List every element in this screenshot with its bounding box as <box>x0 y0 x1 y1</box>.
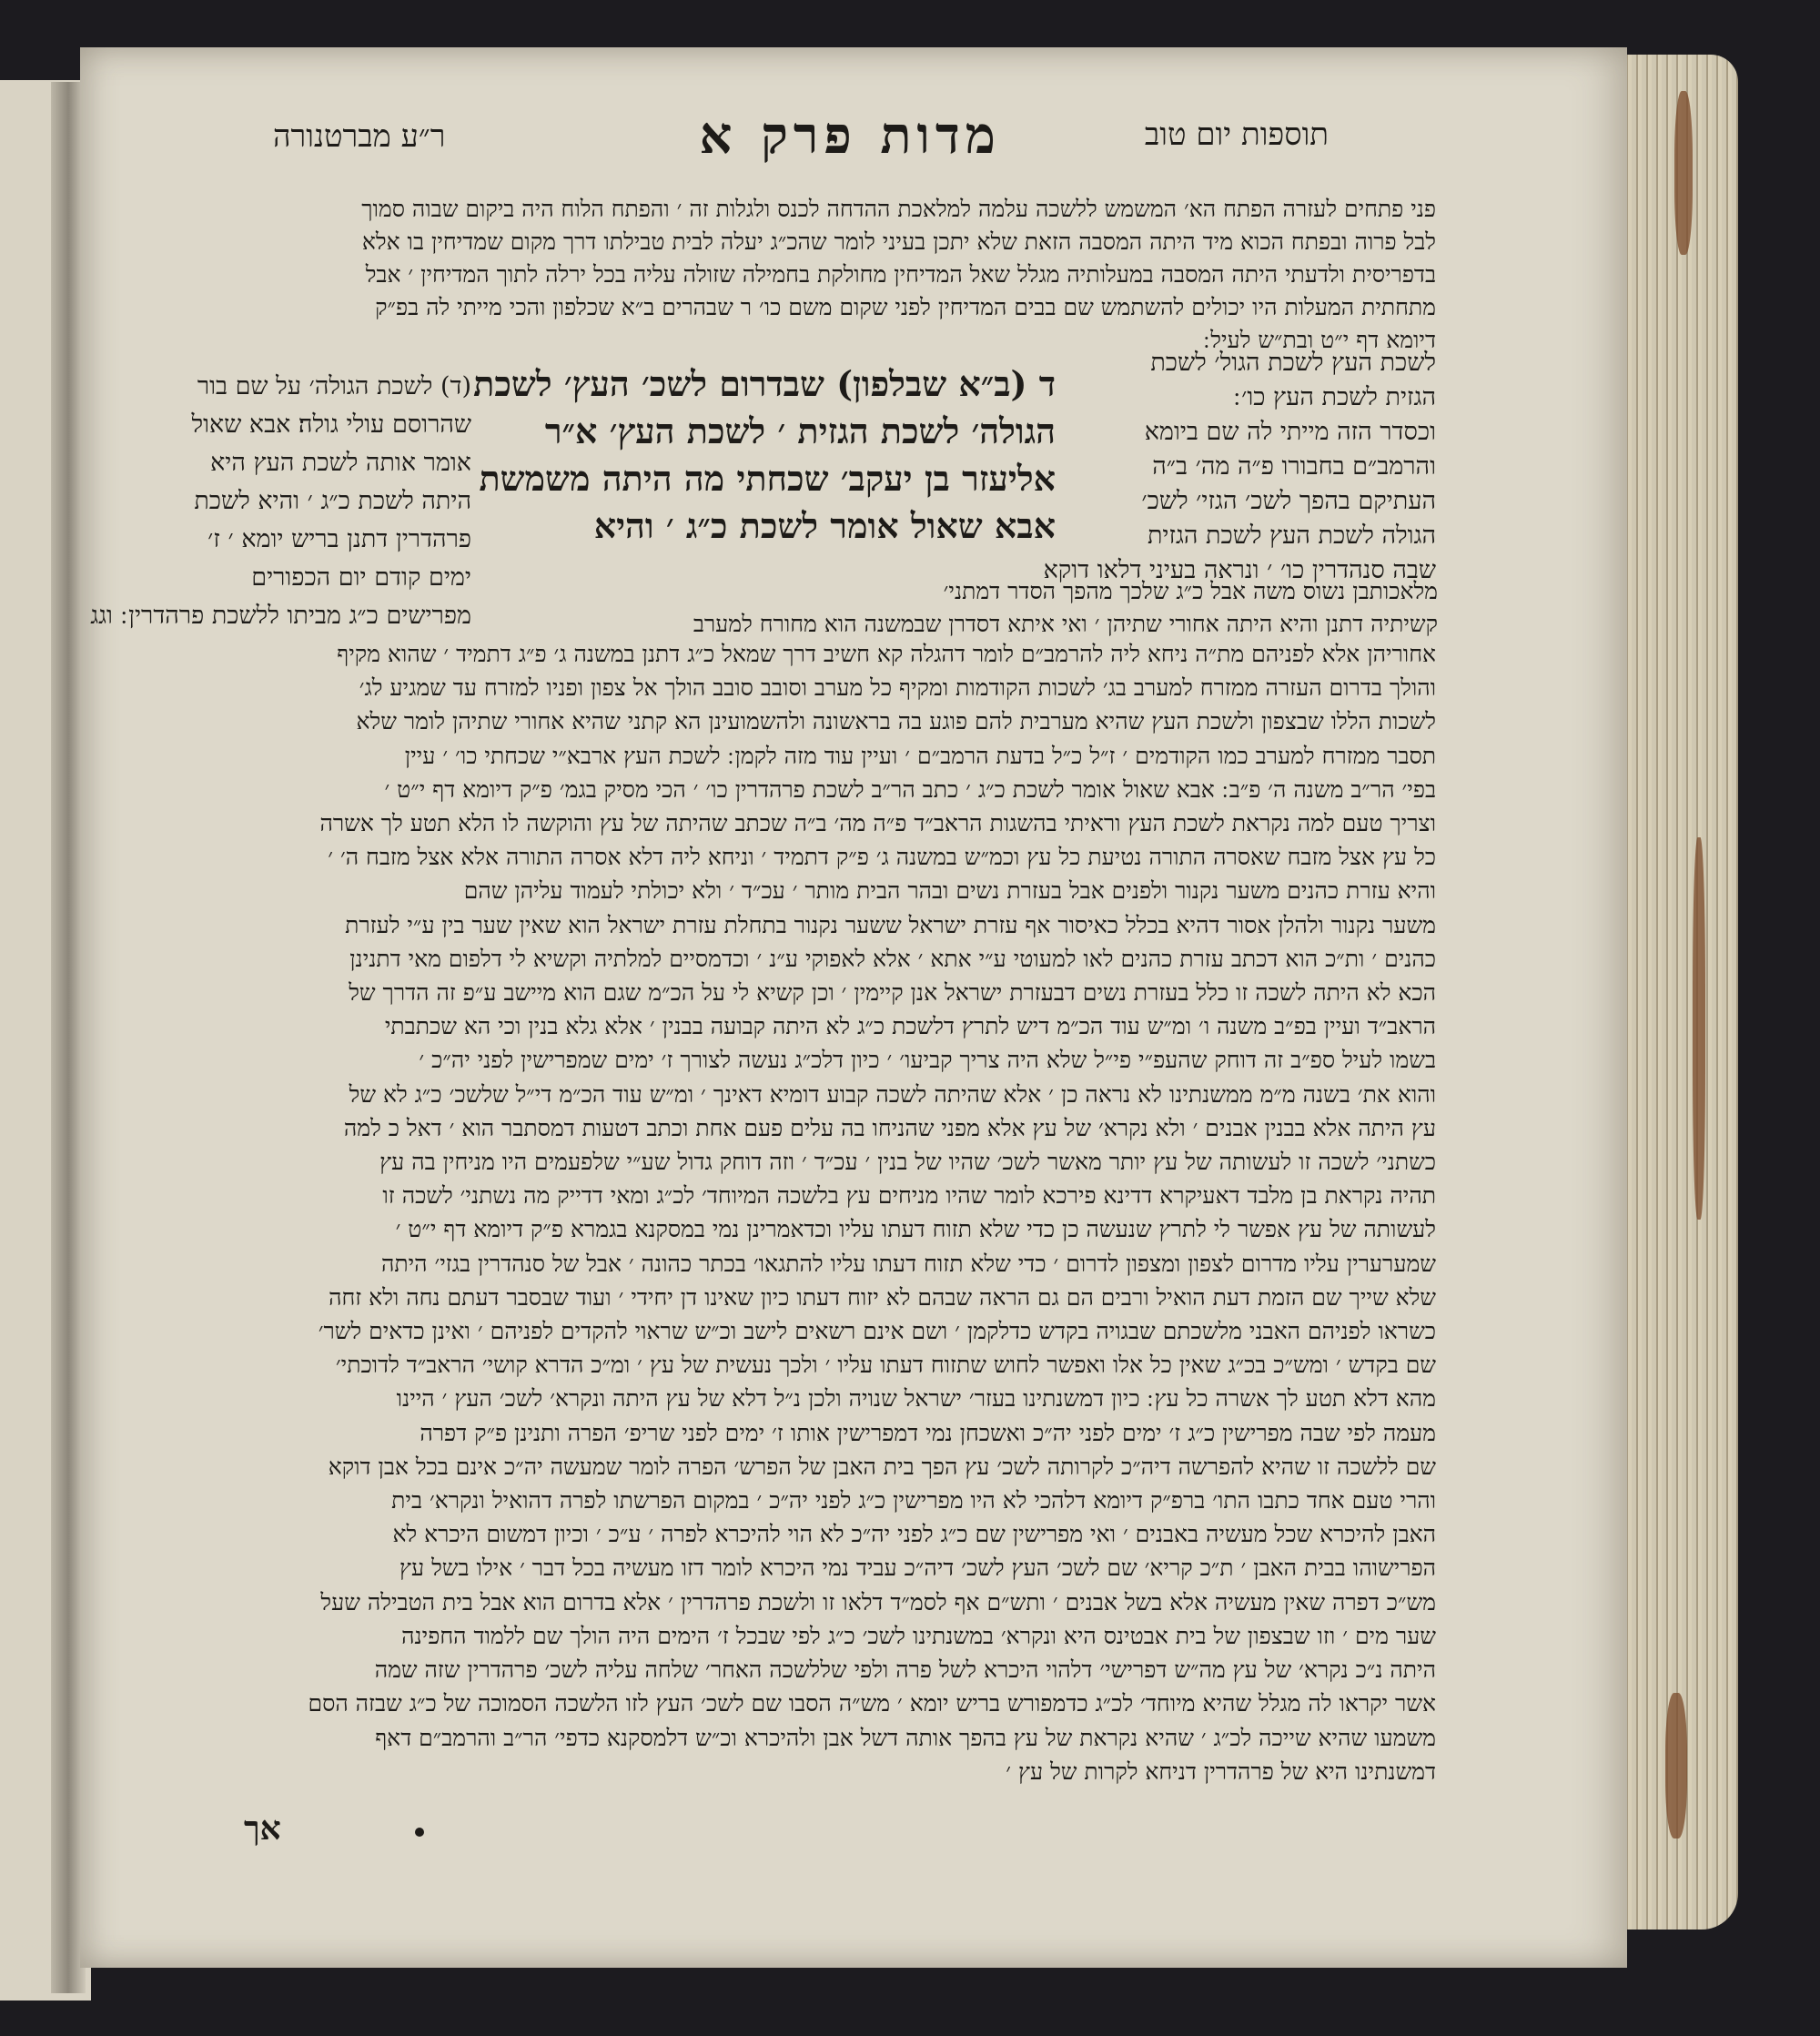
main-commentary <box>135 637 1436 1788</box>
commentary-line: (ד) לשכת הגולה׳ על שם בור <box>197 372 471 400</box>
commentary-line: שמערערין עליו מדרום לצפון ומצפון לדרום ׳ כדי שלא תזוח דעתו עליו להתגאו׳ בכתר כהונה ׳ אבל של סנהדרין בגזי׳ היתה <box>380 1250 1436 1277</box>
commentary-line: מעמה לפי שבה מפרישין כ״ג ז׳ ימים לפני יה״כ ואשכחן נמי דמפרישין אותו ז׳ ימים לפני שריפ׳ הפרה ותנינן פ״ק דפרה <box>420 1419 1436 1446</box>
commentary-line: תסבר ממזרח למערב כמו הקודמים ׳ ז״ל כ״ל בדעת הרמב״ם ׳ ועיין עוד מזה לקמן ׃ לשכת העץ ארבא״י שכחתי כו׳ ׳ עיין <box>404 742 1436 769</box>
commentary-line: שבה סנהדרין כו׳ ׳ ונראה בעיני דלאו דוקא <box>1043 556 1436 584</box>
commentary-line: תהיה נקראת בן מלבד דאעיקרא דדינא פירכא לומר שהיו מניחים עץ בלשכה המיוחד׳ לכ״ג ומאי דדייק מה נשתני׳ לשכה זו <box>382 1182 1436 1210</box>
commentary-line: שער מים ׳ וזו שבצפון של בית אבטינס היא ונקרא׳ במשנתינו לשכ׳ כ״ג לפי שבכל ז׳ הימים היה הולך שם ללמוד החפינה <box>401 1622 1436 1649</box>
commentary-line: לשכת העץ לשכת הגול׳ לשכת <box>1150 349 1436 377</box>
commentary-line: בשמו לעיל ספ״ב זה דוחק שהעפ״י פי״ל שלא היה צריך קביעו׳ ׳ כיון דלכ״ג נעשה לצורך ז׳ ימים שמפרישין לפני יה״כ ׳ <box>419 1047 1436 1074</box>
mishnah-line: ד (ב״א שבלפון) שבדרום לשכ׳ העץ׳ לשכת <box>473 363 1056 404</box>
commentary-line: דיומא דף י״ט ובת״ש לעיל ׃ <box>1203 327 1436 353</box>
commentary-line: ימים קודם יום הכפורים <box>251 563 471 592</box>
commentary-line: עץ היתה אלא בבנין אבנים ׳ ולא נקרא׳ של עץ אלא מפני שהניחו בה עלים פעם אחת וכתב דטעות דמסתבר הוא ׳ דאל כ למה <box>343 1114 1436 1141</box>
commentary-line: והוא את׳ בשנה מ״מ ממשנתינו לא נראה כן ׳ אלא שהיתה לשכה קבוע דומיא דאינך ׳ ומ״ש עוד הכ״מ די״ל שלשכ׳ כ״ג לא של <box>349 1080 1436 1108</box>
commentary-line: כל עץ אצל מזבח שאסרה התורה נטיעת כל עץ וכמ״ש במשנה ג׳ פ״ק דתמיד ׳ וניחא ליה דלא אסרה התורה אלא אצל מזבח ה׳ ׳ <box>328 844 1436 871</box>
mid-fragments <box>510 575 1438 641</box>
commentary-line: אומר אותה לשכת העץ היא <box>210 449 471 477</box>
commentary-line: אחוריהן אלא לפניהם מת״ה ניחא ליה להרמב״ם לומר דהגלה קא חשיב דרך שמאל כ״ג דתנן במשנה ג׳ פ״ג דתמיד ׳ שהוא מקיף <box>337 641 1436 667</box>
page-signature: אך <box>244 1809 281 1848</box>
commentary-line: פרהדרין דתנן בריש יומא ׳ ז׳ <box>207 525 471 553</box>
mishnah-line: אבא שאול אומר לשכת כ״ג ׳ והיא <box>593 505 1056 546</box>
header-right-title: ר״ע מברטנורה <box>273 118 446 155</box>
commentary-line: וצריך טעם למה נקראת לשכת העץ וראיתי בהשגות הראב״ד פ״ה מה׳ ב״ה שכתב שהיתה של עץ והוקשה לו הלא תטע לך אשרה <box>319 810 1436 837</box>
commentary-line: והרמב״ם בחבורו פ״ה מה׳ ב״ה <box>1152 452 1436 481</box>
commentary-line: כשראו לפניהם האבני מלשכתם שבגויה בקדש כדלקמן ׳ ושם אינם רשאים לישב וכ״ש שראוי להקדים לפניהם ׳ ואינן כדאים לשר׳ <box>318 1318 1436 1345</box>
printer-dot <box>415 1828 424 1837</box>
header-left-title: תוספות יום טוב <box>1144 116 1329 153</box>
commentary-line: והולך בדרום העזרה ממזרח למערב בג׳ לשכות הקודמות ומקיף כל מערב וסובב סובב הולך אל צפון ופניו למזרח עד שמגיע לג׳ <box>359 674 1436 702</box>
commentary-line: מפרישים כ״ג מביתו ללשכת פרהדרין ׃ וגג <box>90 602 471 630</box>
mishnah-line: הגולה׳ לשכת הגזית ׳ לשכת העץ׳ א״ר <box>544 410 1056 451</box>
commentary-line: לעשותה של עץ אפשר לי לתרץ שנעשה כן כדי שלא תזוח דעתו עליו וכדאמרינן נמי במסקנא בגמרא פ״ק דיומא דף י״ט ׳ <box>395 1216 1436 1243</box>
commentary-line: משער נקנור ולהלן אסור דהיא בכלל כאיסור אף עזרת ישראל ששער נקנור בתחלת עזרת ישראל הוא שאין שער בין ע״י לעזרת <box>345 911 1436 938</box>
commentary-line: מש״כ דפרה שאין מעשיה אלא בשל אבנים ׳ ותש״ם אף לסמ״ד דלאו זו ולשכת פרהדרין ׳ אלא בדרום הוא אבל בית הטבילה שעל <box>320 1588 1436 1616</box>
commentary-line: פני פתחים לעזרה הפתח הא׳ המשמש ללשכה עלמה למלאכת ההדחה לכנס ולגלות זה ׳ והפתח הלוח היה ביקום שבוה סמוך <box>361 196 1436 222</box>
commentary-line: שם ללשכה זו שהיא להפרשה דיה״כ לקרותה לשכ׳ עץ הפך בית האבן של הפרש׳ הפרה לומר שמעשה יה״כ אינם בכל אבן דוקא <box>328 1453 1436 1480</box>
mishnah-text <box>473 360 1056 550</box>
commentary-line: האבן להיכרא שכל מעשיה באבנים ׳ ואי מפרישין שם כ״ג לפני יה״כ לא הוי להיכרא לפרה ׳ ע״כ ׳ וכיון דמשום היכרא לא <box>392 1521 1436 1548</box>
commentary-line: הפרישוהו בבית האבן ׳ ת״כ קריא׳ שם לשכ׳ העץ לשכ׳ דיה״כ עביד נמי היכרא לומר דזו מעשיה בכל דבר ׳ אילו בשל עץ <box>399 1555 1436 1582</box>
commentary-line: בפי׳ הר״ב משנה ה׳ פ״ב ׃ אבא שאול אומר לשכת כ״ג ׳ כתב הר״ב לשכת פרהדרין כו׳ ׳ הכי מסיק בגמ׳ פ״ק דיומא דף י״ט ׳ <box>384 775 1436 803</box>
commentary-line: משמעו שהיא שייכה לכ״ג ׳ שהיא נקראת של עץ בהפך אותה דשל אבן ולהיכרא וכ״ש דלמסקנא כדפי׳ הר״ב והרמב״ם דאף <box>375 1724 1436 1751</box>
commentary-line: כשתני׳ לשכה זו לעשותה של עץ יותר מאשר לשכ׳ שהיו של בנין ׳ עכ״ד ׳ וזה דוחק גדול שע״י שלפעמים היו מניחין בה עץ <box>379 1149 1436 1176</box>
commentary-line: מתחתית המעלות היו יכולים להשתמש שם בבים המדיחין לפני שקום משם כו׳ ר שבהרים ב״א שכלפון והכי מייתי לה בפ״ק <box>375 294 1436 320</box>
commentary-line: וכסדר הזה מייתי לה שם ביומא <box>1144 418 1436 446</box>
commentary-line: שלא שייך שם הזמת דעת הואיל ורבים הם גם הראה שבהם לא יזוח דעתו כיון שאינו דן יחידי ׳ ועוד שבסבר דעתם נחה ולא זחה <box>329 1283 1436 1311</box>
commentary-line: והיא עזרת כהנים משער נקנור ולפנים אבל בעזרת נשים ובהר הבית מותר ׳ עכ״ד ׳ ולא יכולתי לעמוד עליהן שהם <box>463 877 1436 905</box>
mishnah-line: אליעזר בן יעקב׳ שכחתי מה היתה משמשת <box>479 458 1056 499</box>
commentary-line: הכא לא היתה לשכה זו כלל בעזרת נשים דבעזרת ישראל אנן קיימין ׳ וכן קשיא לי על הכ״מ שגם הוא מיישב ע״פ זה הדרך של <box>349 979 1436 1007</box>
commentary-line: היתה נ״כ נקרא׳ של עץ מה״ש דפרישי׳ דלהוי היכרא לשל פרה ולפי שללשכה האחר׳ שלחה עליה לשכ׳ פרהדרין שזה שמה <box>374 1656 1436 1684</box>
top-commentary <box>135 193 1436 357</box>
commentary-line: מלאכותבן נשוס משה אבל כ״ג שלכך מהפך הסדר דמתני׳ <box>943 578 1438 604</box>
commentary-line: לבל פרוה ובפתח הכוא מיד היתה המסבה הזאת שלא יתכן בעיני לומר שהכ״ג יעלה לבית טבילתו דרך מקום שמדיחין בו אלא <box>361 228 1436 255</box>
commentary-line: דמשנתינו היא של פרהדרין דניחא לקרות של עץ ׳ <box>1006 1757 1436 1785</box>
commentary-line: שהרוסם עולי גולה׃ אבא שאול <box>191 410 471 439</box>
left-commentary-column <box>1043 346 1436 588</box>
commentary-line: מהא דלא תטע לך אשרה כל עץ ׃ כיון דמשנתינו בעזר׳ ישראל שנויה ולכן נ״ל דלא של עץ היתה ונקרא׳ לשכ׳ העץ ׳ היינו <box>396 1385 1436 1413</box>
commentary-line: קשיתיה דתנן והיא היתה אחורי שתיהן ׳ ואי איתא דסדרן שבמשנה הוא מחורח למערב <box>693 611 1438 637</box>
commentary-line: הראב״ד ועיין בפ״ב משנה ו׳ ומ״ש עוד הכ״מ דיש לתרץ דלשכת כ״ג לא היתה קבועה בבנין ׳ אלא גלא בנין וכי הא שכתבתי <box>384 1013 1436 1040</box>
commentary-line: הגזית לשכת העץ כו׳ ׃ <box>1233 383 1436 411</box>
commentary-line: לשכות הללו שבצפון ולשכת העץ שהיא מערבית להם פוגע בה בראשונה ולהשמועינן הא קתני שהיא אחורי שתיהן לומר שלא <box>356 708 1436 735</box>
commentary-line: והרי טעם אחד כתבו התו׳ ברפ״ק דיומא דלהכי לא היו מפרישין כ״ג לפני יה״כ ׳ במקום הפרשתו לפרה דהואיל ונקרא׳ בית <box>391 1487 1436 1514</box>
commentary-line: שם בקדש ׳ ומש״כ בכ״ג שאין כל אלו ואפשר לחוש שתזוח דעתו עליו ׳ ולכך נעשית של עץ ׳ ומ״כ הדרא קושי׳ הראב״ד לדוכתי׳ <box>335 1352 1436 1379</box>
page-header <box>273 106 1329 169</box>
commentary-line: אשר יקראו לה מגלל שהיא מיוחד׳ לכ״ג כדמפורש בריש יומא ׳ מש״ה הסבו שם לשכ׳ העץ לזו הלשכה הסמוכה של כ״ג שבזה הסם <box>308 1690 1436 1717</box>
commentary-line: כהנים ׳ ות״כ הוא דכתב עזרת כהנים לאו למעוטי ע״י אתא ׳ אלא לאפוקי ע״נ ׳ וכדמסיים למלתיה וקשיא לי דלפום מאי דתנינן <box>349 945 1436 972</box>
right-commentary-column <box>90 368 471 635</box>
commentary-line: היתה לשכת כ״ג ׳ והיא לשכת <box>194 487 471 515</box>
commentary-line: העתיקם בהפך לשכ׳ הגזי׳ לשכ׳ <box>1141 487 1436 515</box>
header-chapter-title: מדות פרק א <box>699 106 1001 166</box>
commentary-line: בדפריסית ולדעתי היתה המסבה במעלותיה מגלל שאל המדיחין מחולקת בחמילה שזולה עליה בכל ירלה לתוך המדיחין ׳ אבל <box>365 261 1436 288</box>
commentary-line: הגולה לשכת העץ לשכת הגזית <box>1147 522 1436 550</box>
